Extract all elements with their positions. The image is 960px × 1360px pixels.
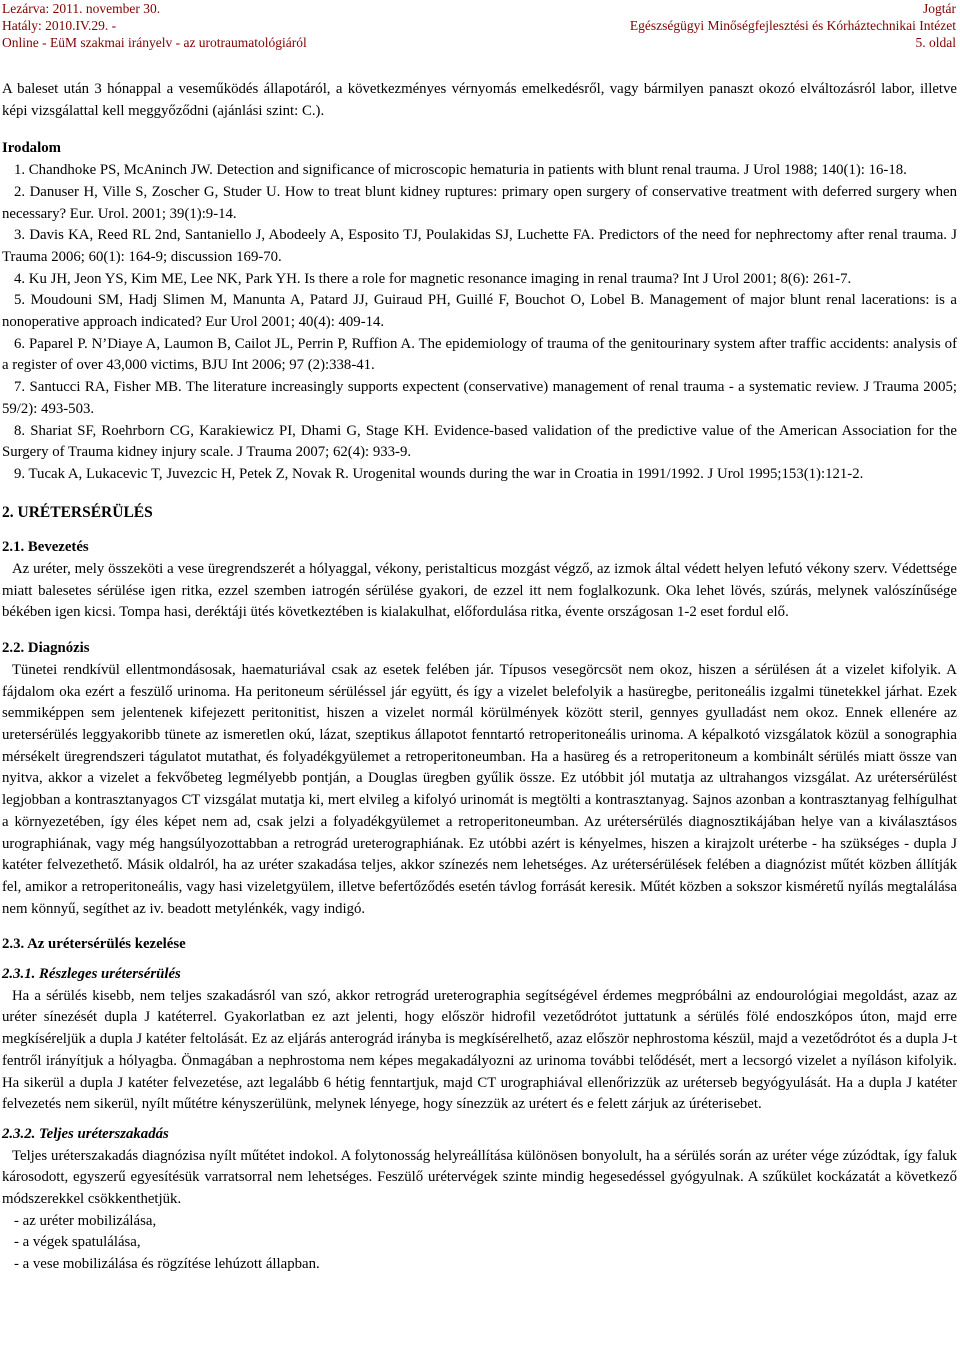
paragraph-partial-injury: Ha a sérülés kisebb, nem teljes szakadásról van szó, akkor retrográd ureterographia segítségével érdemes megpróbálni az endourológiai megoldást, azaz az uréter sínezését dupla J katéterrel. Gyakorlatban ez azt jelenti, hogy először hidrofil vezetődrótot juttatunk a sérülés fölé endoszkópos úton, majd erre megkíséreljük a dupla J katéter feltolását. Ez az eljárás anterográd irányba is megkísérelhető, azaz először nephrostoma készül, majd a vezetődrótot és a dupla J-t fentről irányítjuk a hólyagba. Önmagában a nephrostoma nem képes megakadályozni az urinoma további telődését, mert a lecsorgó vizelet a nyíláson kifolyik. Ha sikerül a dupla J katéter felvezetése, azt legalább 6 hétig fenntartjuk, majd CT urographiával ellenőrizzük az uréterseb begyógyulását. Ha a dupla J katéter felvezetés nem sikerül, nyílt műtétre kényszerülünk, melynek lényege, hogy sínezzük az urétert és e felett zárjuk az úréterisebet.: [2, 987, 957, 1113]
header-effective-date: Hatály: 2010.IV.29. -: [2, 18, 117, 33]
paragraph-complete-rupture: Teljes uréterszakadás diagnózisa nyílt műtétet indokol. A folytonosság helyreállítása különösen bonyolult, ha a sérülés során az uréter vége zúzódtak, így faluk károsodott, egyszerű egyesítésük varratsorral nem lehetséges. Feszülő urétervégek szinte mindig hegesedéssel gyógyulnak. A szűkület kockázatát a következő módszerekkel csökkenthetjük.: [2, 1147, 957, 1208]
paragraph-diagnosis: Tünetei rendkívül ellentmondásosak, haematuriával csak az esetek felében jár. Típusos vesegörcsöt nem okoz, hiszen a sérülésen át a vizelet kifolyik. A fájdalom oka ezért a feszülő urinoma. Ha peritoneum sérüléssel jár együtt, és így a vizelet belefolyik a hasüregbe, peritoneális izgalmi tünetekkel járhat. Ezek semmiképpen sem jelentenek kifejezett peritonitist, hiszen a vizelet normál körülmények között steril, gennyes gyulladást nem okoz. Ennek ellenére az uretersérülés leggyakoribb tünete az ismeretlen okú, lázat, szeptikus állapotot fenntartó retroperitoneális urinoma. A képalkotó vizsgálatok közül a sonographia mérsékelt üregrendszeri tágulatot mutathat, és folyadékgyülemet a retroperitoneumban. Ha a hasüreg és a retroperitoneum a kombinált sérülés miatt össze van nyitva, akkor a vizelet a fekvőbeteg legmélyebb pontján, a Douglas üregben gyűlik össze. Ez utóbbit jól mutatja az ultrahangos vizsgálat. Az urétersérülést legjobban a kontrasztanyagos CT vizsgálat mutatja ki, mert elvileg a kifolyó urinomát is megtölti a kontrasztanyag. Sajnos azonban a kontrasztanyag felhígulhat a környezetében, így éles képet nem ad, csak jelzi a folyadékgyülemet a retroperitoneumban. Az urétersérülés diagnosztikájában helye van a kiválasztásos urographiának, vagy még hangsúlyozottabban a retrográd ureterographiának. Ez utóbbi azért is kényelmes, hiszen a kirajzolt uréterbe - ha szükséges - dupla J katéter felvezethető. Másik oldalról, ha az uréter szakadása teljes, akkor színezés nem lehetséges. Az urétersérülések felében a diagnózist műtét közben állítják fel, amikor a retroperitoneális, vagy hasi vizeletgyülem, illetve befertőződés esetén távlog forrását keresik. Műtét közben a sokszor kisméretű nyílás megtalálása nem könnyű, segíthet az iv. beadott metylénkék, vagy indigó.: [2, 661, 957, 917]
reference-item: 4. Ku JH, Jeon YS, Kim ME, Lee NK, Park YH. Is there a role for magnetic resonance imaging in renal trauma? Int J Urol 2001; 8(6): 261-7.: [14, 270, 852, 287]
technique-list: [2, 1211, 957, 1276]
reference-item: 5. Moudouni SM, Hadj Slimen M, Manunta A, Patard JJ, Guiraud PH, Guillé F, Bouchot O, Lobel B. Management of major blunt renal lacerations: is a nonoperative approach indicated? Eur Urol 2001; 40(4): 409-14.: [2, 292, 957, 331]
reference-item: 9. Tucak A, Lukacevic T, Juvezcic H, Petek Z, Novak R. Urogenital wounds during the war in Croatia in 1991/1992. J Urol 1995;153(1):121-2.: [14, 465, 864, 482]
subsection-heading: 2.1. Bevezetés: [2, 539, 89, 556]
reference-item: 7. Santucci RA, Fisher MB. The literature increasingly supports expectent (conservative) management of renal trauma - a systematic review. J Trauma 2005; 59/2): 493-503.: [2, 379, 957, 417]
list-item: - a vese mobilizálása és rögzítése lehúzott állapban.: [14, 1256, 320, 1273]
header-brand: Jogtár: [923, 1, 956, 16]
intro-paragraph: A baleset után 3 hónappal a veseműködés állapotáról, a következményes vérnyomás emelkedésről, vagy bármilyen panaszt okozó elváltozásról labor, illetve képi vizsgálattal kell meggyőződni (ajánlási szint: C.).: [2, 81, 957, 119]
list-item: - a végek spatulálása,: [14, 1234, 141, 1251]
header-left: [2, 0, 307, 51]
paragraph-introduction: Az uréter, mely összeköti a vese üregrendszerét a hólyaggal, vékony, peristalticus mozgást végző, az izmok által védett helyen lefutó vékony szerv. Védettsége miatt balesetes sérülése igen ritka, ezzel szemben iatrogén sérülése gyakori, de ezzel itt nem foglalkozunk. Oka lehet lövés, szúrás, melynek valószínűsége békében igen kicsi. Tompa hasi, deréktáji ütés következtében is kialakulhat, előfordulása ritka, évente országosan 1-2 eset fordul elő.: [2, 561, 957, 621]
subsection-heading: 2.2. Diagnózis: [2, 640, 90, 657]
reference-item: 6. Paparel P. N’Diaye A, Laumon B, Cailot JL, Perrin P, Ruffion A. The epidemiology of trauma of the genitourinary system after traffic accidents: analysis of a register of over 43,000 victims, BJU Int 2006; 97 (2):338-41.: [2, 335, 957, 374]
subsection-heading: 2.3. Az urétersérülés kezelése: [2, 936, 186, 953]
subsubsection-heading: 2.3.1. Részleges urétersérülés: [2, 966, 181, 983]
list-item: - az uréter mobilizálása,: [14, 1212, 157, 1229]
reference-item: 3. Davis KA, Reed RL 2nd, Santaniello J, Abodeely A, Esposito TJ, Poulakidas SJ, Luchette FA. Predictors of the need for nephrectomy after renal trauma. J Trauma 2006; 60(1): 164-9; discussion 169-70.: [2, 227, 957, 265]
section-heading: 2. URÉTERSÉRÜLÉS: [2, 503, 153, 521]
references-heading: Irodalom: [2, 140, 61, 157]
header-page-number: 5. oldal: [915, 35, 956, 50]
subsubsection-heading: 2.3.2. Teljes uréterszakadás: [2, 1125, 169, 1142]
page-header: [0, 0, 960, 52]
header-document-title: Online - EüM szakmai irányelv - az urotraumatológiáról: [2, 35, 307, 50]
reference-item: 8. Shariat SF, Roehrborn CG, Karakiewicz PI, Dhami G, Stage KH. Evidence-based validation of the predictive value of the American Association for the Surgery of Trauma kidney injury scale. J Trauma 2007; 62(4): 933-9.: [2, 422, 957, 461]
header-right: [630, 0, 956, 51]
document-body: [2, 79, 957, 1276]
references-list: [2, 160, 957, 486]
reference-item: 1. Chandhoke PS, McAninch JW. Detection and significance of microscopic hematuria in patients with blunt renal trauma. J Urol 1988; 140(1): 16-18.: [14, 162, 907, 179]
header-closed-date: Lezárva: 2011. november 30.: [2, 1, 161, 16]
header-institute: Egészségügyi Minőségfejlesztési és Kórháztechnikai Intézet: [629, 18, 956, 33]
reference-item: 2. Danuser H, Ville S, Zoscher G, Studer U. How to treat blunt kidney ruptures: primary open surgery of conservative treatment with deferred surgery when necessary? Eur. Urol. 2001; 39(1):9-14.: [2, 183, 957, 222]
